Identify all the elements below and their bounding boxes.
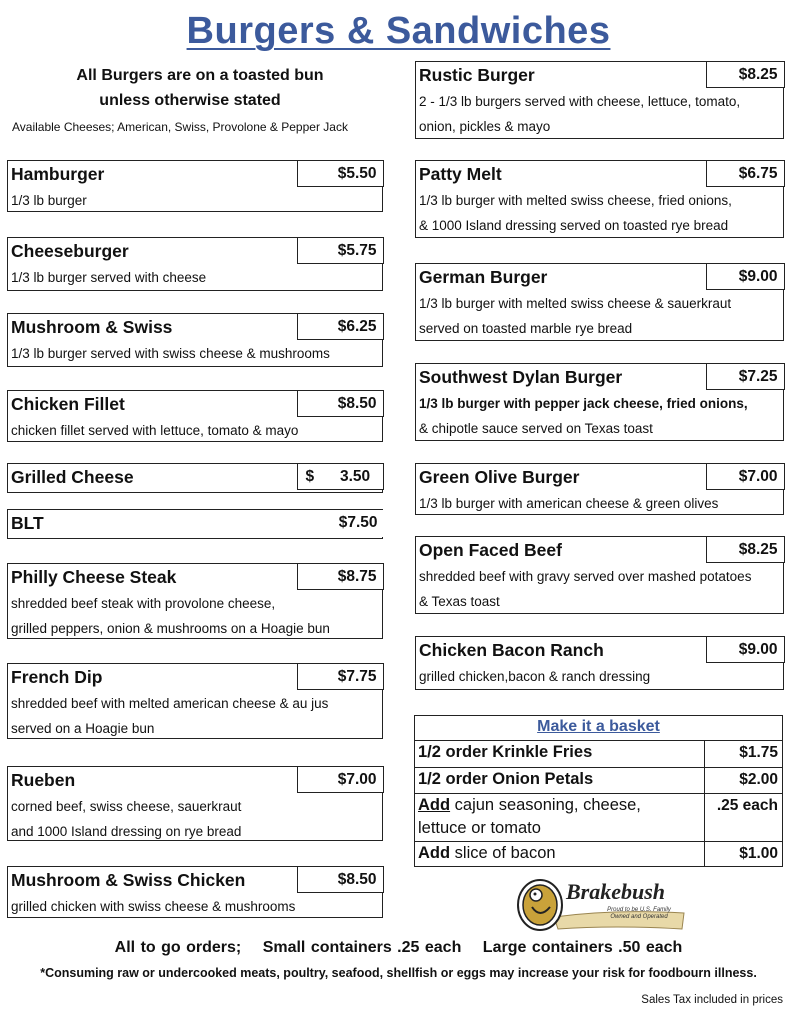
menu-item-description: grilled chicken with swiss cheese & mushrooms <box>11 899 296 914</box>
menu-item-name: Patty Melt <box>419 164 502 184</box>
menu-item-description: grilled peppers, onion & mushrooms on a Hoagie bun <box>11 621 330 636</box>
menu-item-hamburger <box>7 160 383 212</box>
menu-item-description: 1/3 lb burger served with swiss cheese & mushrooms <box>11 346 330 361</box>
menu-item-description: chicken fillet served with lettuce, tomato & mayo <box>11 423 299 438</box>
menu-item-name: Rustic Burger <box>419 65 535 85</box>
menu-item-name: Chicken Bacon Ranch <box>419 640 604 660</box>
basket-row-bacon <box>415 841 782 866</box>
menu-item-name: Hamburger <box>11 164 105 184</box>
menu-item-philly-cheese-steak <box>7 563 383 639</box>
menu-item-description: & Texas toast <box>419 594 500 609</box>
menu-item-price: $7.50 <box>297 510 384 537</box>
menu-item-description: 1/3 lb burger with melted swiss cheese, fried onions, <box>419 193 732 208</box>
menu-item-description: grilled chicken,bacon & ranch dressing <box>419 669 651 684</box>
menu-item-description: 1/3 lb burger with melted swiss cheese & sauerkraut <box>419 296 732 311</box>
menu-item-southwest-dylan-burger <box>415 363 784 441</box>
menu-item-description: shredded beef steak with provolone cheese, <box>11 596 276 611</box>
menu-item-name: Mushroom & Swiss <box>11 317 173 337</box>
menu-item-price: $5.50 <box>297 160 384 187</box>
basket-row-fries <box>415 740 782 767</box>
intro-line-1: All Burgers are on a toasted bun <box>76 67 324 84</box>
togo-large-containers: Large containers .50 each <box>482 939 683 956</box>
menu-item-mushroom-swiss-chicken <box>7 866 383 918</box>
menu-item-rueben <box>7 766 383 841</box>
intro-line-2: unless otherwise stated <box>99 92 281 109</box>
menu-item-price: $ 3.50 <box>297 463 384 490</box>
menu-item-price: $8.25 <box>706 61 785 88</box>
togo-label: All to go orders; <box>114 939 242 956</box>
menu-item-french-dip <box>7 663 383 739</box>
menu-item-description: served on a Hoagie bun <box>11 721 155 736</box>
basket-row-add-toppings <box>415 793 782 841</box>
menu-item-cheeseburger <box>7 237 383 291</box>
menu-item-description: served on toasted marble rye bread <box>419 321 633 336</box>
basket-row-price: .25 each <box>704 794 782 841</box>
menu-item-price: $8.25 <box>706 536 785 563</box>
menu-item-rustic-burger <box>415 61 784 139</box>
to-go-orders <box>0 939 797 957</box>
menu-item-grilled-cheese <box>7 463 383 493</box>
basket-row-text: cajun seasoning, cheese, <box>450 796 641 814</box>
menu-item-price: $7.00 <box>706 463 785 490</box>
menu-item-description: shredded beef with gravy served over mashed potatoes <box>419 569 752 584</box>
menu-item-description: 1/3 lb burger with american cheese & green olives <box>419 496 719 511</box>
menu-item-chicken-fillet <box>7 390 383 442</box>
menu-item-price: $9.00 <box>706 636 785 663</box>
menu-item-patty-melt <box>415 160 784 238</box>
menu-item-name: Chicken Fillet <box>11 394 125 414</box>
basket-box <box>414 715 783 867</box>
logo-tagline: Proud to be U.S. Family Owned and Operated <box>607 907 671 920</box>
menu-item-price: $6.25 <box>297 313 384 340</box>
menu-item-name: German Burger <box>419 267 548 287</box>
menu-item-description: 1/3 lb burger served with cheese <box>11 270 207 285</box>
basket-row-label: 1/2 order Krinkle Fries <box>418 743 593 761</box>
menu-item-description: onion, pickles & mayo <box>419 119 551 134</box>
menu-item-price: $7.75 <box>297 663 384 690</box>
basket-row-price: $1.00 <box>704 842 782 866</box>
basket-heading: Make it a basket <box>537 718 660 735</box>
basket-row-price: $1.75 <box>704 741 782 767</box>
menu-item-name: French Dip <box>11 667 103 687</box>
menu-item-open-faced-beef <box>415 536 784 614</box>
menu-item-german-burger <box>415 263 784 341</box>
menu-item-name: Rueben <box>11 770 76 790</box>
basket-row-text: slice of bacon <box>450 844 556 862</box>
menu-item-name: BLT <box>11 513 44 533</box>
brakebush-logo <box>514 877 690 933</box>
menu-item-name: Southwest Dylan Burger <box>419 367 623 387</box>
basket-row-add: Add <box>418 844 451 862</box>
menu-item-description: 1/3 lb burger with pepper jack cheese, fried onions, <box>419 396 748 411</box>
page-title: Burgers & Sandwiches <box>186 10 611 52</box>
menu-item-description: & chipotle sauce served on Texas toast <box>419 421 653 436</box>
menu-item-description: & 1000 Island dressing served on toasted rye bread <box>419 218 729 233</box>
basket-row-price: $2.00 <box>704 768 782 793</box>
logo-brand-text: Brakebush <box>566 879 666 904</box>
menu-item-price: $8.50 <box>297 866 384 893</box>
togo-small-containers: Small containers .25 each <box>262 939 462 956</box>
food-safety-warning: *Consuming raw or undercooked meats, poultry, seafood, shellfish or eggs may increase your risk for foodbourn illness. <box>40 966 757 980</box>
menu-item-name: Philly Cheese Steak <box>11 567 177 587</box>
menu-item-description: 2 - 1/3 lb burgers served with cheese, lettuce, tomato, <box>419 94 741 109</box>
basket-row-onion-petals <box>415 767 782 793</box>
menu-item-name: Grilled Cheese <box>11 467 134 487</box>
menu-item-price: $7.25 <box>706 363 785 390</box>
menu-item-name: Green Olive Burger <box>419 467 580 487</box>
menu-item-name: Cheeseburger <box>11 241 129 261</box>
menu-item-description: and 1000 Island dressing on rye bread <box>11 824 242 839</box>
sales-tax-note: Sales Tax included in prices <box>641 994 783 1006</box>
menu-item-price: $5.75 <box>297 237 384 264</box>
available-cheeses: Available Cheeses; American, Swiss, Provolone & Pepper Jack <box>12 120 348 134</box>
menu-item-price: $8.50 <box>297 390 384 417</box>
menu-item-price: $7.00 <box>297 766 384 793</box>
menu-item-description: shredded beef with melted american cheese & au jus <box>11 696 329 711</box>
menu-item-blt <box>7 509 383 539</box>
menu-item-description: corned beef, swiss cheese, sauerkraut <box>11 799 242 814</box>
menu-item-green-olive-burger <box>415 463 784 515</box>
menu-item-name: Mushroom & Swiss Chicken <box>11 870 246 890</box>
basket-row-text-2: lettuce or tomato <box>418 819 541 837</box>
menu-item-chicken-bacon-ranch <box>415 636 784 690</box>
menu-item-mushroom-swiss <box>7 313 383 367</box>
menu-item-name: Open Faced Beef <box>419 540 562 560</box>
menu-item-description: 1/3 lb burger <box>11 193 87 208</box>
menu-item-price: $6.75 <box>706 160 785 187</box>
menu-item-price: $9.00 <box>706 263 785 290</box>
basket-row-add: Add <box>418 796 451 814</box>
basket-row-label: 1/2 order Onion Petals <box>418 770 594 788</box>
menu-item-price: $8.75 <box>297 563 384 590</box>
